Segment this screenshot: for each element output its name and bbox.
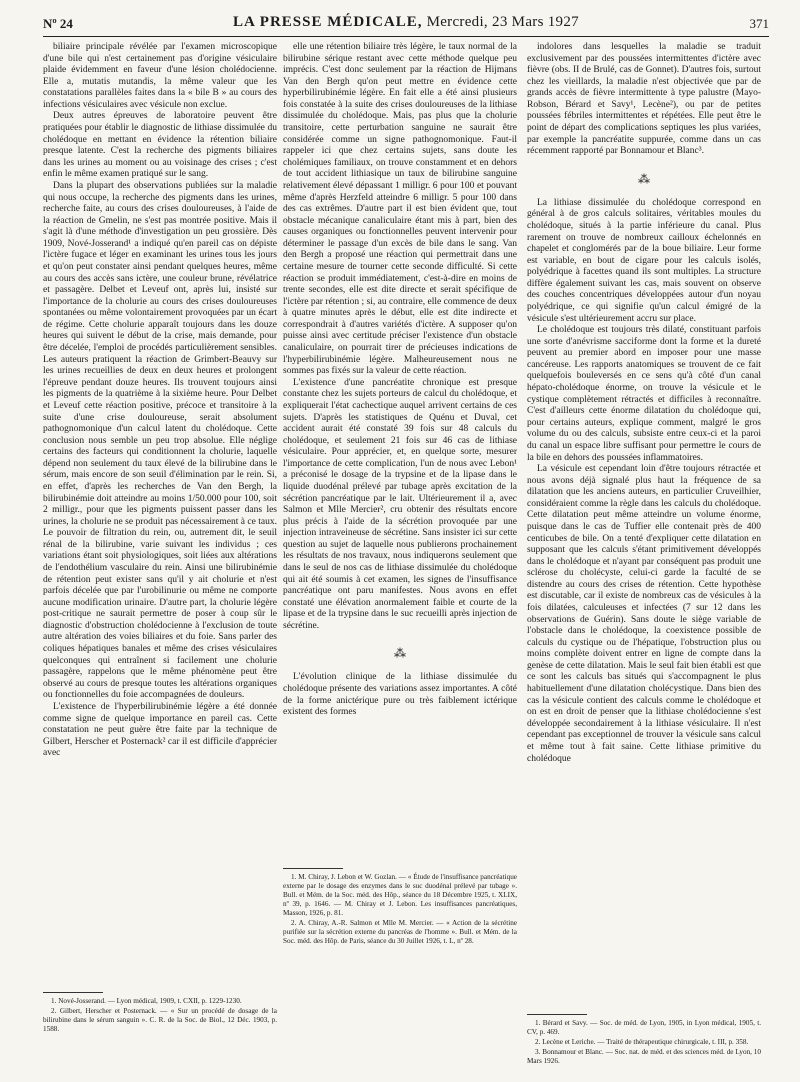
section-separator-asterism: ⁂ — [394, 646, 406, 661]
column-3-body — [527, 42, 761, 765]
footnote-rule — [527, 1014, 587, 1015]
header-rule — [43, 36, 769, 37]
journal-name: LA PRESSE MÉDICALE, — [233, 14, 423, 30]
page-number: 371 — [749, 16, 769, 31]
column-1-body — [43, 42, 277, 760]
paragraph: L'existence de l'hyperbilirubinémie légère a été donnée comme signe de quelque importance en pareil cas. Cette constatation ne peut guère être faite par la technique de Gilbert, Herscher et Posternack² car il est difficile d'apprécier avec — [43, 701, 277, 759]
footnote: 2. Gilbert, Herscher et Posternack. — « Sur un procédé de dosage de la bilirubine dans le sérum sanguin ». C. R. de la Soc. de Biol., 12 Déc. 1903, p. 1588. — [43, 1007, 277, 1033]
paragraph: La lithiase dissimulée du cholédoque correspond en général à de gros calculs solitaires, véritables moules du cholédoque, situés à la partie inférieure du canal. Plus rarement on trouve de nombreux cailloux échelonnés en chapelet et conglomérés par de la boue biliaire. Leur forme est variable, en bout de cigare pour les calculs isolés, polyédrique à facettes quand ils sont multiples. La structure diffère également suivant les cas, mais souvent on observe des couches concentriques développées autour d'un noyau polyédrique, ce qui signifie qu'un calcul émigré de la vésicule s'est ultérieurement accru sur place. — [527, 197, 761, 324]
footnote: 1. Bérard et Savy. — Soc. de méd. de Lyon, 1905, in Lyon médical, 1905, t. CV, p. 469. — [527, 1019, 761, 1036]
issue-number: Nº 24 — [43, 16, 73, 31]
section-separator-asterism: ⁂ — [638, 171, 650, 186]
column-1 — [43, 42, 277, 1072]
issue-date: Mercredi, 23 Mars 1927 — [426, 14, 579, 30]
paragraph: Dans la plupart des observations publiées sur la maladie qui nous occupe, la recherche des pigments dans les urines, recherche faite, au cours des crises douloureuses, à l'aide de la réaction de Gmelin, ne s'est pas montrée positive. Mais il s'agit là d'une méthode d'investigation un peu grossière. Dès 1909, Nové-Josserand¹ a indiqué qu'en pareil cas on dépiste l'ictère fugace et léger en examinant les urines tous les jours et qu'on peut constater ainsi pendant quelques heures, même au cours des accès sans ictère, une couleur brune, révélatrice et passagère. Delbet et Leveuf ont, après lui, insisté sur l'importance de la cholurie au cours des crises douloureuses spontanées ou même volontairement provoquées par un écart de régime. Cette cholurie apparaît toujours dans les douze heures qui suivent le début de la crise, mais demande, pour être décelée, l'emploi de procédés particulièrement sensibles. Les auteurs pratiquent la réaction de Grimbert-Beauvy sur les urines recueillies de deux en deux heures et prolongent l'épreuve pendant douze heures. Ils trouvent toujours ainsi les pigments de la quatrième à la sixième heure. Pour Delbet et Leveuf cette réaction positive, précoce et transitoire à la suite d'une crise douloureuse, serait absolument pathognomonique d'un calcul latent du cholédoque. Cette conclusion nous semble un peu trop absolue. Elle néglige certains des facteurs qui conditionnent la cholurie, laquelle dépend non seulement du taux élevé de la bilirubine dans le sérum, mais encore de son seuil d'élimination par le rein. Si, en effet, d'après les recherches de Van den Bergh, la bilirubinémie doit atteindre au moins 1/50.000 pour 100, soit 2 milligr., pour que les pigments puissent passer dans les urines, la cholurie ne se produit pas nécessairement à ce taux. Le pouvoir de filtration du rein, ou, autrement dit, le seuil rénal de la bilirubine, varie suivant les individus ; ces variations étant soit physiologiques, soit liées aux altérations de l'endothélium vasculaire du rein. Ainsi une bilirubinémie de rétention peut exister sans qu'il y ait cholurie et n'est parfois décelée que par l'urobilinurie ou même ne comporte aucune modification urinaire. D'autre part, la cholurie légère post-critique ne saurait permettre de poser à coup sûr le diagnostic d'obstruction cholédocienne à l'exclusion de toute autre altération des voies biliaires et du foie. Sans parler des coliques hépatiques banales et même des crises vésiculaires quelconques qui entraînent si facilement une cholurie passagère, rappelons que le même phénomène peut être observé au cours de presque toutes les altérations organiques ou fonctionnelles du foie accompagnées de douleurs. — [43, 180, 277, 701]
paragraph: L'existence d'une pancréatite chronique est presque constante chez les sujets porteurs de calcul du cholédoque, et expliquerait l'état cachectique auquel arrivent certains de ces sujets. D'après les statistiques de Quénu et Duval, cet accident aurait été constaté 39 fois sur 48 calculs du cholédoque, et seulement 21 fois sur 46 cas de lithiase vésiculaire. Pour apprécier, et, en quelque sorte, mesurer l'importance de cette complication, l'un de nous avec Lebon¹ a préconisé le dosage de la trypsine et de la lipase dans le liquide duodénal prélevé par tubage après excitation de la sécrétion pancréatique par le lait. Ultérieurement il a, avec Salmon et Mlle Mercier², cru obtenir des résultats encore plus précis à l'aide de la sécrétion provoquée par une injection intraveineuse de sécrétine. Sans insister ici sur cette question au sujet de laquelle nous publierons prochainement les résultats de nos travaux, nous indiquerons seulement que dans le seul de nos cas de lithiase dissimulée du cholédoque qui ait été soumis à cet examen, les signes de l'insuffisance pancréatique ont paru manifestes. Nous avons en effet constaté une élévation anormalement faible et courte de la lipase et de la trypsine dans le suc recueilli après injection de sécrétine. — [283, 377, 517, 631]
footnote: 1. Nové-Josserand. — Lyon médical, 1909, t. CXII, p. 1229-1230. — [51, 997, 242, 1005]
page-header — [43, 14, 769, 36]
footnote: 2. Lecène et Leriche. — Traité de thérapeutique chirurgicale, t. III, p. 358. — [535, 1038, 749, 1046]
footnotes — [43, 992, 277, 1035]
paragraph: elle une rétention biliaire très légère, le taux normal de la bilirubine sérique restant avec cette méthode quelque peu imprécis. C'est donc seulement par la réaction de Hijmans Van den Bergh qu'on peut mettre en évidence cette hyperbilirubinémie légère. En fait elle a été ainsi plusieurs fois constatée à la suite des crises douloureuses de la lithiase dissimulée du cholédoque. Mais, pas plus que la cholurie transitoire, cette perturbation sanguine ne saurait être considérée comme un signe pathognomonique. Faut-il rappeler ici que chez certains sujets, sans doute les cholémiques familiaux, on trouve constamment et en dehors de tout accident lithiasique un taux de bilirubine sanguine relativement élevé dépassant 1 milligr. 6 pour 100 et pouvant même d'après Herzfeld atteindre 6 milligr. 5 pour 100 dans des cas extrêmes. D'autre part il est bien évident que, tout obstacle mécanique canaliculaire étant mis à part, bien des causes organiques ou fonctionnelles peuvent intervenir pour déterminer le passage d'un excès de bile dans le sang. Van den Bergh a proposé une réaction qui permettrait dans une certaine mesure de tourner cette seconde difficulté. Si cette réaction se produit immédiatement, c'est-à-dire en moins de trente secondes, elle est dite directe et serait spécifique de l'ictère par rétention ; si, au contraire, elle commence de deux à quatre minutes après le début, elle est dite indirecte et correspondrait à d'autres variétés d'ictère. A supposer qu'on puisse ainsi avec certitude préciser l'existence d'un obstacle canaliculaire, on pourrait tirer de précieuses indications de l'hyperbilirubinémie légère. Malheureusement nous ne sommes pas fixés sur la valeur de cette réaction. — [283, 42, 517, 377]
footnote-rule — [283, 868, 343, 869]
footnote: 3. Bonnamour et Blanc. — Soc. nat. de méd. et des sciences méd. de Lyon, 10 Mars 1926. — [527, 1048, 761, 1065]
paragraph: Le cholédoque est toujours très dilaté, constituant parfois une sorte d'anévrisme sacciforme dont la forme et la dureté peuvent au premier abord en imposer pour une masse cancéreuse. Les rapports anatomiques se trouvent de ce fait quelquefois bouleversés en ce sens qu'à côté d'un canal hépato-cholédoque énorme, on trouve la vésicule et le cystique complètement rétractés et difficiles à reconnaître. C'est d'ailleurs cette énorme dilatation du cholédoque qui, pour certains auteurs, explique comment, malgré le gros volume du ou des calculs, subsiste entre ceux-ci et la paroi du canal un espace libre suffisant pour permettre le cours de la bile en dehors des poussées inflammatoires. — [527, 325, 761, 463]
footnote-rule — [43, 992, 103, 993]
paragraph: biliaire principale révélée par l'examen microscopique d'une bile qui n'est certainement pas d'origine vésiculaire plaide évidemment en faveur d'une lésion cholédocienne. Elle a, mutatis mutandis, la même valeur que les constatations parallèles faites dans la « bile B » au cours des infections vésiculaires avec vésicule non exclue. — [43, 42, 277, 110]
paragraph: La vésicule est cependant loin d'être toujours rétractée et nous avons déjà signalé plus haut la fréquence de sa dilatation que les anciens auteurs, en particulier Cruveilhier, considéraient comme la règle dans les calculs du cholédoque. Cette dilatation peut même atteindre un volume énorme, puisque dans le cas de Tuffier elle contenait près de 400 centicubes de bile. On a tenté d'expliquer cette dilatation en supposant que les calculs s'étant primitivement développés dans le cholédoque et n'ayant par conséquent pas produit une sclérose du cholécyste, celui-ci garde la faculté de se distendre au cours des crises de rétention. Cette hypothèse est discutable, car il existe de nombreux cas de vésicules à la fois dilatées, calculeuses et infectées (7 sur 12 dans les observations de Guérin). Sans doute le siège variable de l'obstacle dans le cholédoque, la coexistence possible de calculs du cystique ou de l'hépatique, l'obstruction plus ou moins complète doivent entrer en ligne de compte dans la genèse de cette dilatation. Mais le seul fait bien établi est que ce sont les calculs bas situés qui s'accompagnent le plus habituellement d'une dilatation cholécystique. Dans bien des cas la vésicule contient des calculs comme le cholédoque et on est en droit de penser que la lithiase cholédocienne s'est développée secondairement à la lithiase vésiculaire. Il n'est cependant pas exceptionnel de trouver la vésicule sans calcul et même tout à fait saine. Cette lithiase primitive du cholédoque — [527, 464, 761, 764]
column-2 — [283, 42, 517, 1072]
column-2-body — [283, 42, 517, 719]
running-title — [43, 14, 769, 31]
footnote: 1. M. Chiray, J. Lebon et W. Gozlan. — « Étude de l'insuffisance pancréatique externe par le dosage des enzymes dans le suc duodénal prélevé par tubage ». Bull. et Mém. de la Soc. méd. des Hôp., séance du 18 Décembre 1925, t. XLIX, nº 39, p. 1646. — M. Chiray et J. Lebon. Les insuffisances pancréatiques, Masson, 1926, p. 81. — [283, 873, 517, 917]
footnote: 2. A. Chiray, A.-R. Salmon et Mlle M. Mercier. — « Action de la sécrétine purifiée sur la sécrétion externe du pancréas de l'homme ». Bull. et Mém. de la Soc. méd. des Hôp. de Paris, séance du 30 Juillet 1926, t. L, nº 28. — [283, 919, 517, 945]
paragraph: L'évolution clinique de la lithiase dissimulée du cholédoque présente des variations assez importantes. A côté de la forme anictérique pure ou très faiblement ictérique existent des formes — [283, 672, 517, 718]
paragraph: indolores dans lesquelles la maladie se traduit exclusivement par des poussées intermittentes d'ictère avec fièvre (obs. II de Brulé, cas de Gonnet). D'autres fois, surtout chez les vieillards, la maladie n'est objectivée que par de grands accès de fièvre intermittente à type palustre (Mayo-Robson, Bérard et Savy¹, Lecène²), ou par de petites poussées fébriles intermittentes et répétées. Elle peut être le point de départ des complications septiques les plus variées, par exemple la pancréatite suppurée, comme dans un cas récemment rapporté par Bonnamour et Blanc³. — [527, 42, 761, 157]
paragraph: Deux autres épreuves de laboratoire peuvent être pratiquées pour établir le diagnostic de lithiase dissimulée du cholédoque en mettant en évidence la rétention biliaire presque latente. C'est la recherche des pigments biliaires dans les urines au moment ou au voisinage des crises ; c'est enfin le même examen pratiqué sur le sang. — [43, 111, 277, 180]
footnotes — [527, 1014, 761, 1067]
column-3 — [527, 42, 761, 1072]
footnotes — [283, 868, 517, 947]
